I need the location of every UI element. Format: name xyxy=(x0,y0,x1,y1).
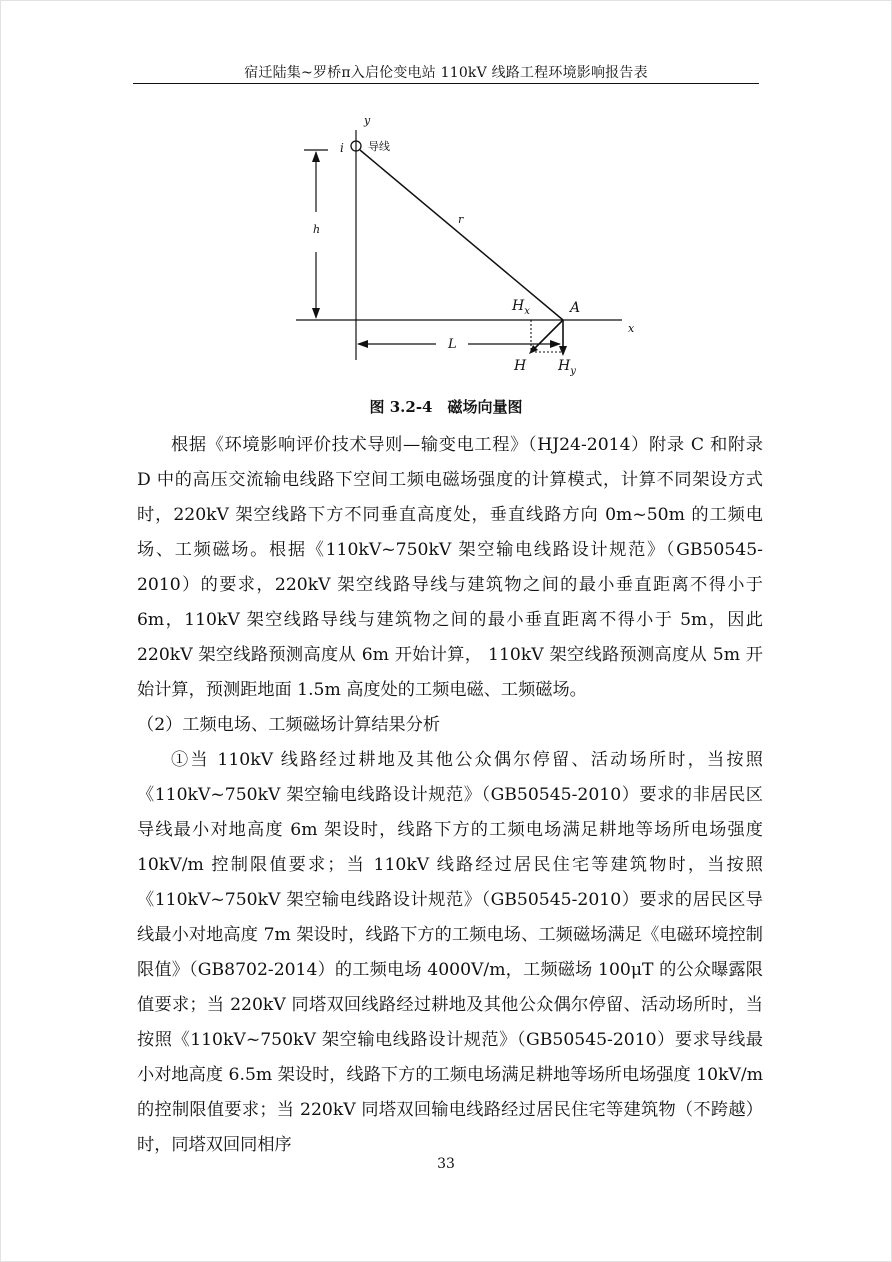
conductor-label: 导线 xyxy=(368,140,390,153)
figure-caption: 图 3.2-4 磁场向量图 xyxy=(369,398,523,416)
body-text xyxy=(137,428,763,1163)
hy-vector-arrow xyxy=(559,346,567,356)
height-arrow-up xyxy=(312,151,320,162)
page-header: 宿迁陆集~罗桥π入启伦变电站 110kV 线路工程环境影响报告表 xyxy=(244,65,648,81)
hy-label: $H_y$ xyxy=(558,358,576,377)
h-vector-line xyxy=(531,320,563,352)
l-arrow-left xyxy=(357,340,368,348)
paragraph-results-analysis: ①当 110kV 线路经过耕地及其他公众偶尔停留、活动场所时，当按照《110kV~750kV 架空输电线路设计规范》（GB50545-2010）要求的非居民区导线最小对地高度 6m 架设时，线路下方的工频电场满足耕地等场所电场强度 10kV/m 控制限值要求；当 110kV 线路经过居民住宅等建筑物时，当按照《110kV~750kV 架空输电线路设计规范》（GB50545-2010）要求的居民区导线最小对地高度 7m 架设时，线路下方的工频电场、工频磁场满足《电磁环境控制限值》（GB8702-2014）的工频电场 4000V/m，工频磁场 100μT 的公众曝露限值要求；当 220kV 同塔双回线路经过耕地及其他公众偶尔停留、活动场所时，当按照《110kV~750kV 架空输电线路设计规范》（GB50545-2010）要求导线最小对地高度 6.5m 架设时，线路下方的工频电场满足耕地等场所电场强度 10kV/m 的控制限值要求；当 220kV 同塔双回输电线路经过居民住宅等建筑物（不跨越）时，同塔双回同相序 xyxy=(137,750,763,1155)
h-total-label: H xyxy=(514,358,527,374)
point-a-label: A xyxy=(570,300,581,316)
vector-diagram xyxy=(290,112,650,382)
distance-l-label: L xyxy=(448,337,457,352)
magnetic-vector-figure xyxy=(290,112,650,382)
paragraph-calculation-mode: 根据《环境影响评价技术导则—输变电工程》（HJ24-2014）附录 C 和附录 D 中的高压交流输电线路下空间工频电磁场强度的计算模式，计算不同架设方式时，220kV 架空线路下方不同垂直高度处，垂直线路方向 0m~50m 的工频电场、工频磁场。根据《110kV~750kV 架空输电线路设计规范》（GB50545-2010）的要求，220kV 架空线路导线与建筑物之间的最小垂直距离不得小于 6m，110kV 架空线路导线与建筑物之间的最小垂直距离不得小于 5m，因此 220kV 架空线路预测高度从 6m 开始计算， 110kV 架空线路预测高度从 5m 开始计算，预测距地面 1.5m 高度处的工频电磁、工频磁场。 xyxy=(137,435,763,700)
section-heading: （2）工频电场、工频磁场计算结果分析 xyxy=(137,715,441,735)
radius-label: r xyxy=(458,213,464,226)
page-number: 33 xyxy=(437,1156,455,1172)
x-axis-label: x xyxy=(628,322,635,335)
header-rule xyxy=(133,83,759,84)
height-arrow-down xyxy=(312,308,320,319)
hx-label: $H_x$ xyxy=(512,298,530,317)
current-label: i xyxy=(340,141,344,155)
y-axis-label: y xyxy=(364,114,371,127)
height-label: h xyxy=(313,223,321,236)
radius-line xyxy=(360,150,563,320)
